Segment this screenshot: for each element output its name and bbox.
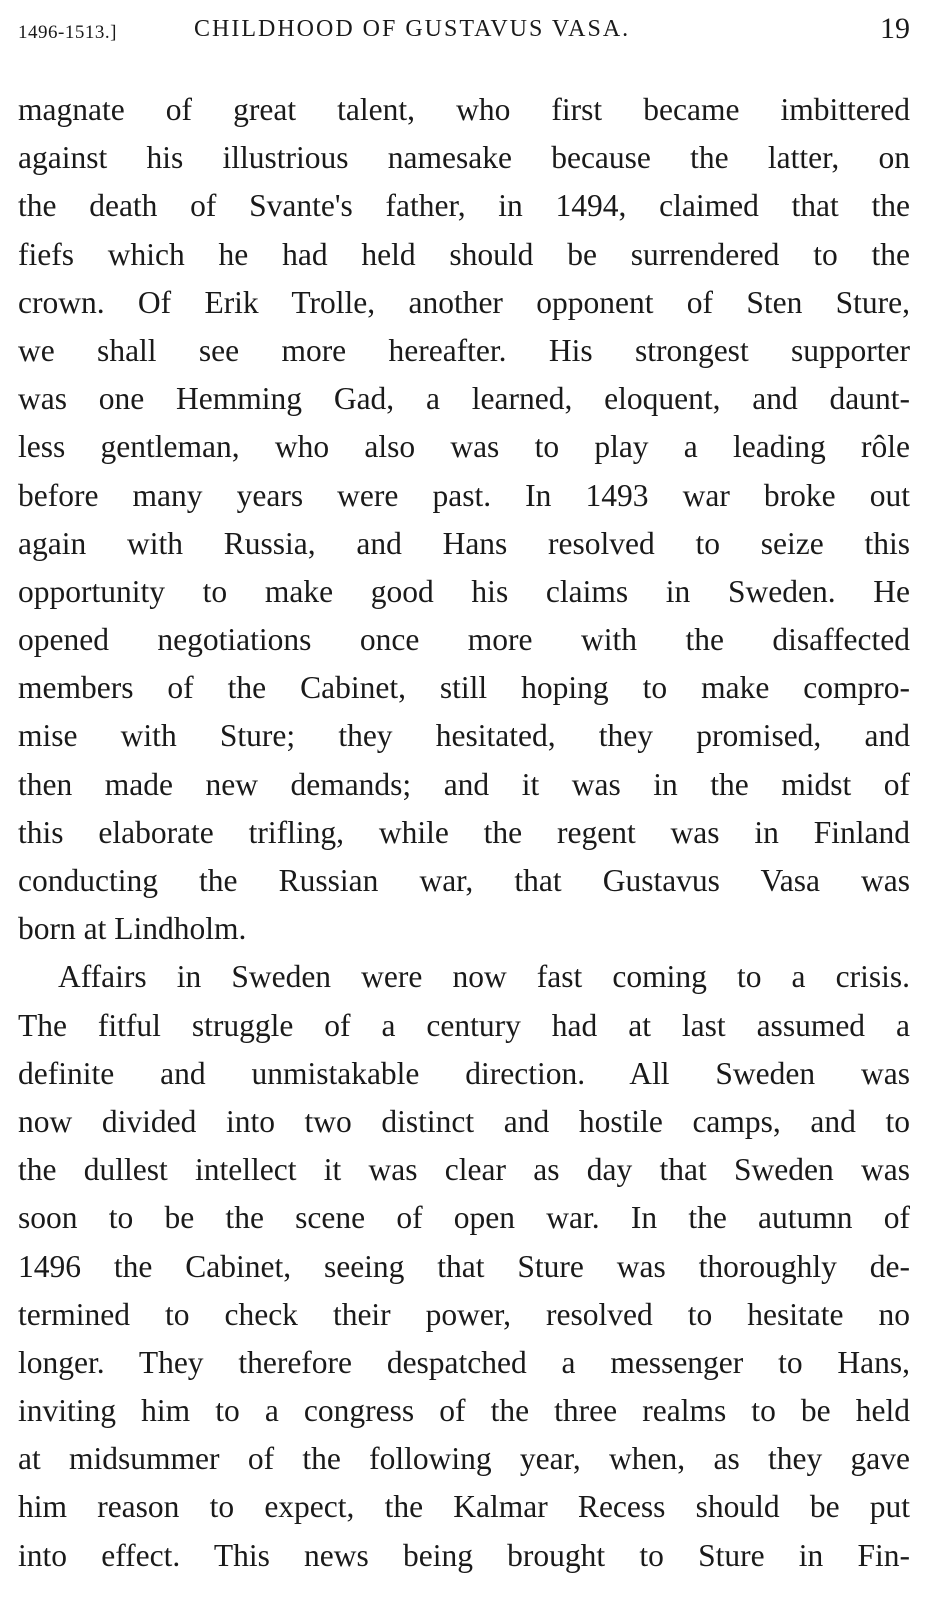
text-line: members of the Cabinet, still hoping to make compro- bbox=[18, 670, 910, 706]
text-line: born at Lindholm. bbox=[18, 911, 247, 947]
text-line: mise with Sture; they hesitated, they promised, and bbox=[18, 718, 910, 754]
text-line: again with Russia, and Hans resolved to seize this bbox=[18, 525, 910, 561]
text-line: termined to check their power, resolved to hesitate no bbox=[18, 1296, 910, 1332]
text-line: against his illustrious namesake because the latter, on bbox=[18, 140, 910, 176]
text-line: longer. They therefore despatched a messenger to Hans, bbox=[18, 1344, 910, 1380]
text-line: we shall see more hereafter. His strongest supporter bbox=[18, 332, 910, 368]
text-line: opportunity to make good his claims in Sweden. He bbox=[18, 573, 910, 609]
text-line: less gentleman, who also was to play a leading rôle bbox=[18, 429, 910, 465]
text-line: then made new demands; and it was in the midst of bbox=[18, 766, 910, 802]
text-line: opened negotiations once more with the disaffected bbox=[18, 622, 910, 658]
text-line: Affairs in Sweden were now fast coming to a crisis. bbox=[58, 959, 910, 995]
text-line: conducting the Russian war, that Gustavus Vasa was bbox=[18, 863, 910, 898]
text-line: him reason to expect, the Kalmar Recess should be put bbox=[18, 1489, 910, 1525]
text-line: crown. Of Erik Trolle, another opponent of Sten Sture, bbox=[18, 284, 910, 320]
text-line: was one Hemming Gad, a learned, eloquent, and daunt- bbox=[18, 381, 910, 417]
page-number: 19 bbox=[880, 12, 910, 45]
running-header bbox=[18, 10, 910, 54]
text-line: at midsummer of the following year, when, as they gave bbox=[18, 1441, 910, 1477]
text-line: this elaborate trifling, while the regent was in Finland bbox=[18, 814, 910, 850]
body-text bbox=[18, 86, 910, 1580]
text-line: definite and unmistakable direction. All Sweden was bbox=[18, 1055, 910, 1091]
paragraph-1 bbox=[18, 86, 910, 953]
paragraph-2 bbox=[18, 953, 910, 1579]
text-line: now divided into two distinct and hostile camps, and to bbox=[18, 1103, 910, 1139]
text-line: inviting him to a congress of the three realms to be held bbox=[18, 1393, 910, 1429]
running-head-date-range: 1496-1513.] bbox=[18, 22, 117, 43]
text-line: fiefs which he had held should be surrendered to the bbox=[18, 236, 910, 272]
text-line: soon to be the scene of open war. In the autumn of bbox=[18, 1200, 910, 1236]
text-line: The fitful struggle of a century had at last assumed a bbox=[18, 1007, 910, 1043]
text-line: into effect. This news being brought to Sture in Fin- bbox=[18, 1537, 910, 1573]
text-line: before many years were past. In 1493 war broke out bbox=[18, 477, 910, 513]
text-line: 1496 the Cabinet, seeing that Sture was thoroughly de- bbox=[18, 1248, 910, 1284]
text-line: the dullest intellect it was clear as day that Sweden was bbox=[18, 1152, 910, 1188]
running-head-title: CHILDHOOD OF GUSTAVUS VASA. bbox=[194, 16, 631, 42]
text-line: magnate of great talent, who first became imbittered bbox=[18, 92, 910, 127]
text-line: the death of Svante's father, in 1494, claimed that the bbox=[18, 188, 910, 224]
